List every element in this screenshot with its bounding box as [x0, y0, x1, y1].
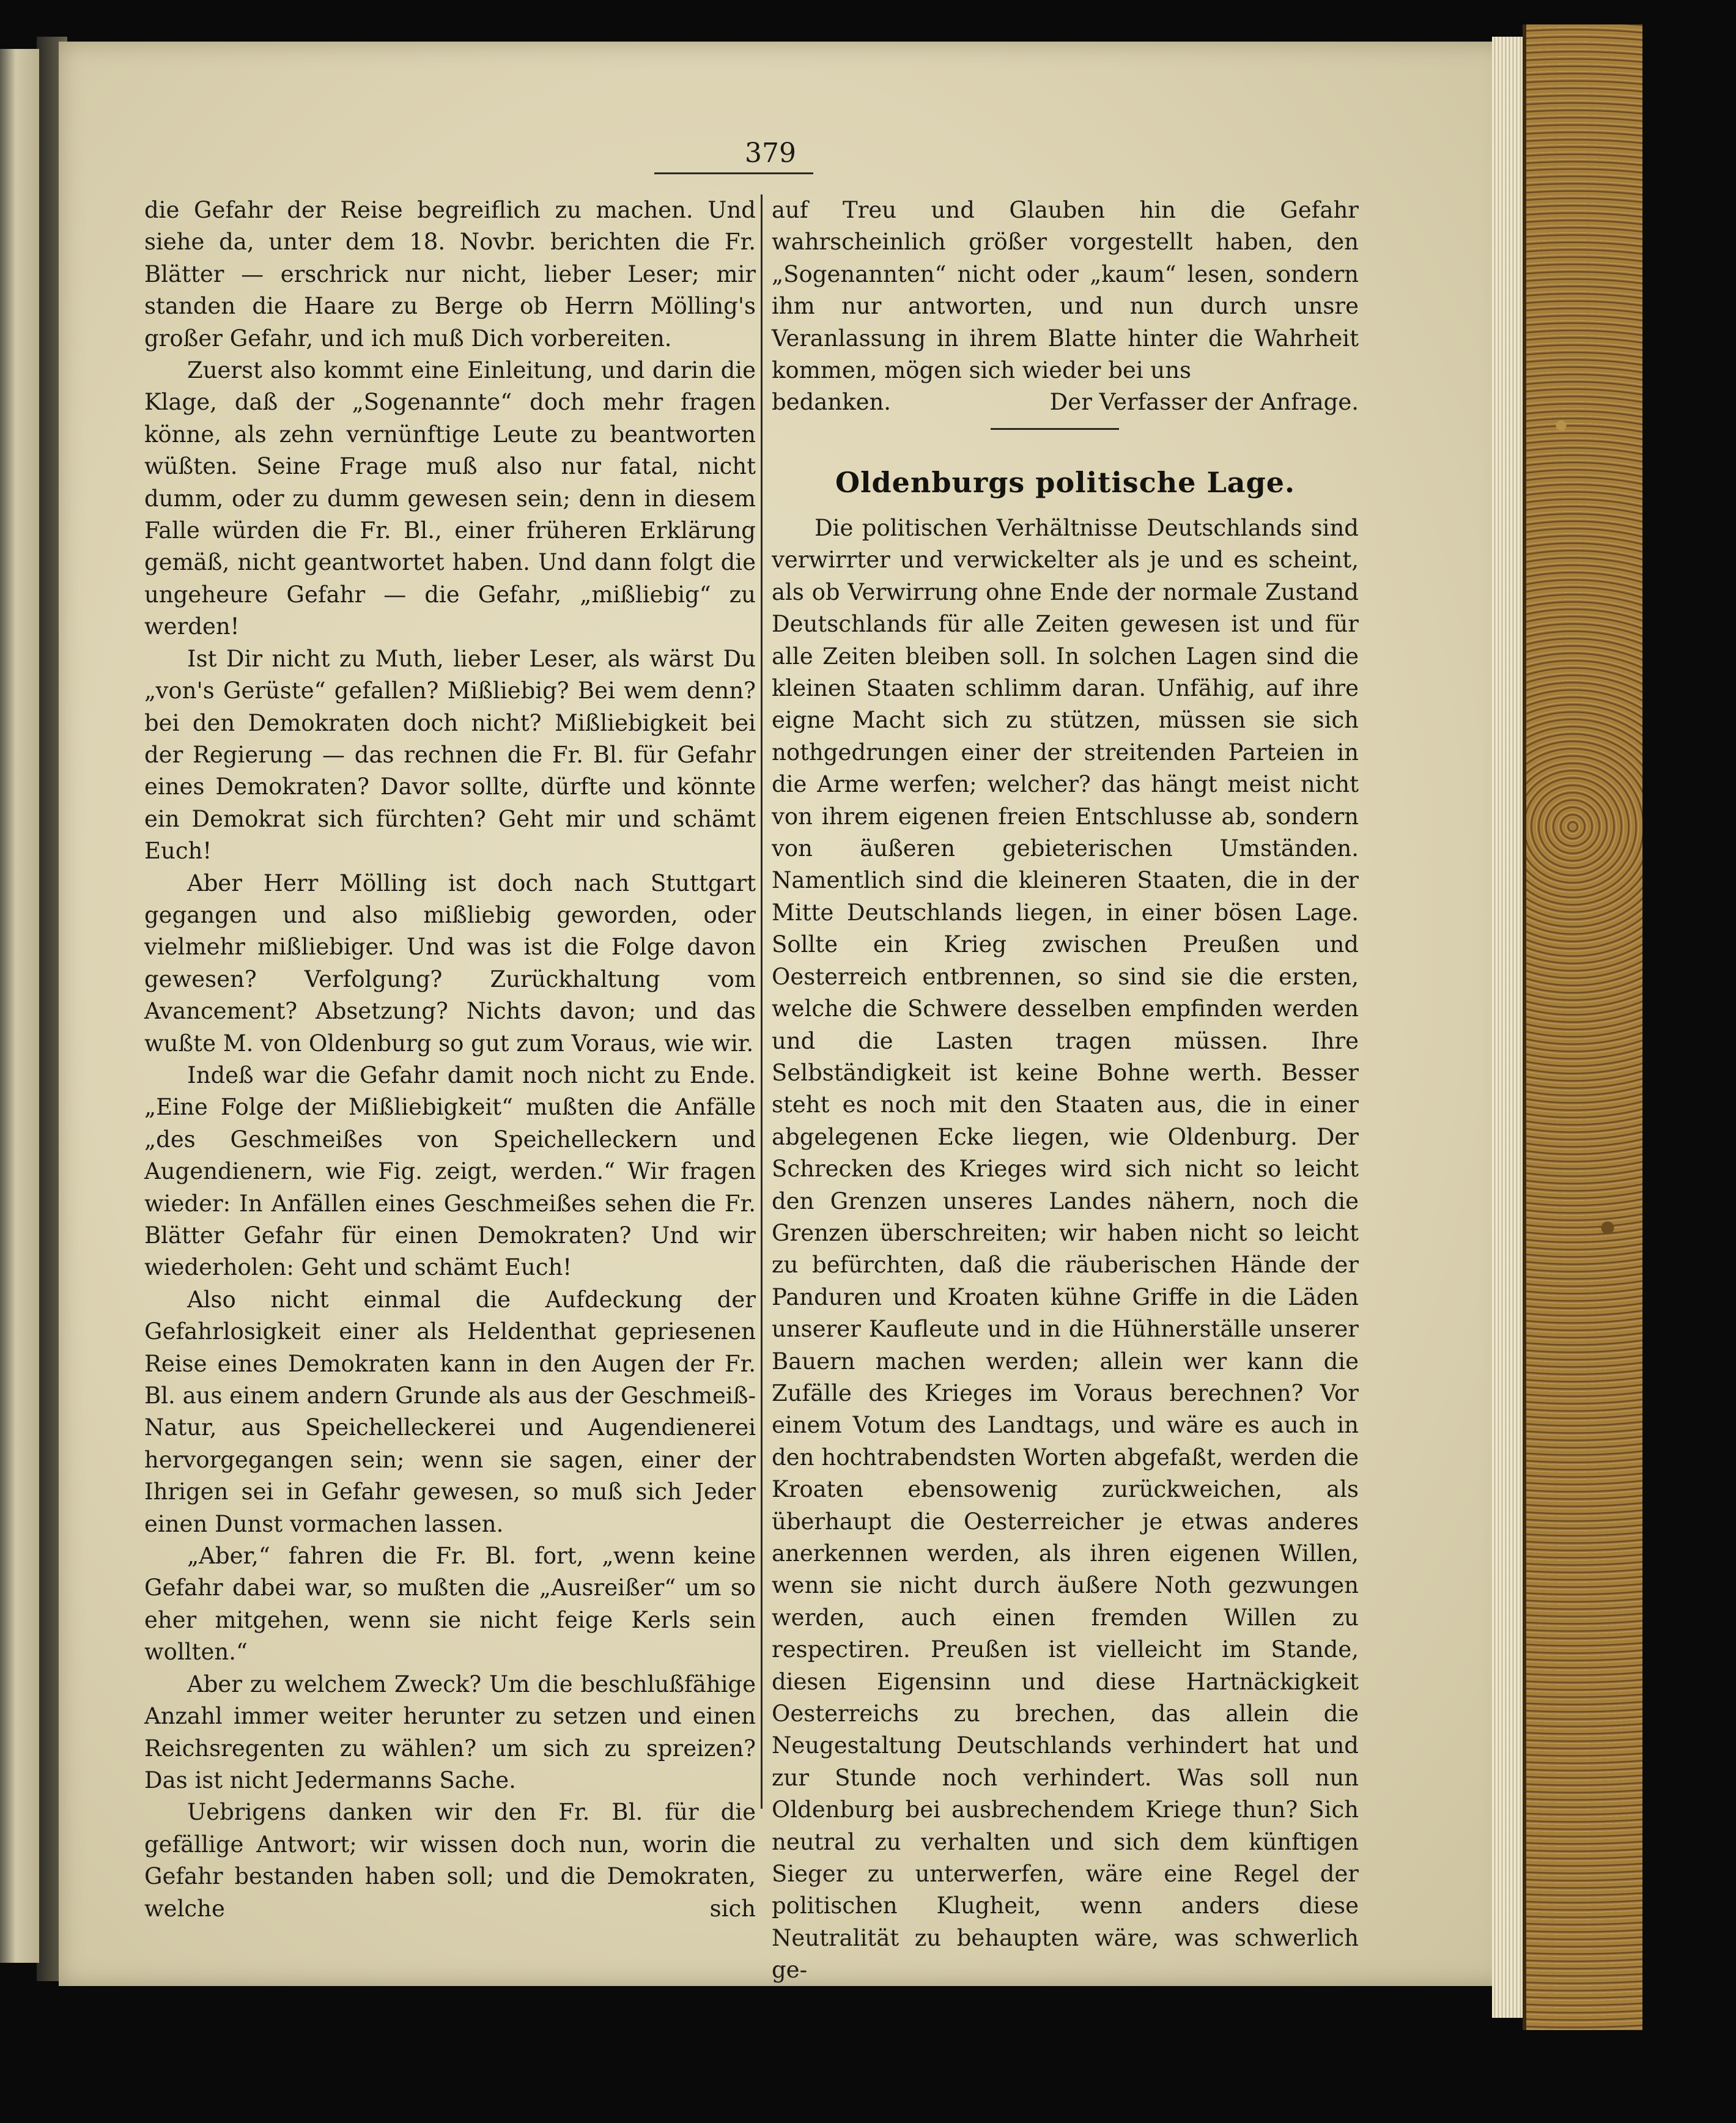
header-rule: [654, 172, 813, 174]
marbled-cover: [1523, 24, 1642, 2030]
paragraph: Aber zu welchem Zweck? Um die beschlußfähige Anzahl immer weiter herunter zu setzen und einen Reichsregenten zu wählen? um sich zu spreizen? Das ist nicht Jedermanns Sache.: [144, 1671, 756, 1793]
signature: Der Verfasser der Anfrage.: [1049, 389, 1359, 416]
page-number: 379: [745, 138, 796, 169]
column-divider: [761, 194, 763, 1809]
right-column: [772, 194, 1359, 419]
paragraph: auf Treu und Glauben hin die Gefahr wahrscheinlich größer vorgestellt haben, den „Sogenannten“ nicht oder „kaum“ lesen, sondern ihm nur antworten, und nun durch unsre Veranlassung in ihrem Blatte hinter die Wahrheit kommen, mögen sich wieder bei uns: [772, 197, 1359, 384]
paragraph: „Aber,“ fahren die Fr. Bl. fort, „wenn keine Gefahr dabei war, so mußten die „Ausreißer“ um so eher mitgehen, wenn sie nicht feige Kerls sein wollten.“: [144, 1543, 756, 1666]
paragraph: Ist Dir nicht zu Muth, lieber Leser, als wärst Du „von's Gerüste“ gefallen? Mißliebig? Bei wem denn? bei den Demokraten doch nicht? Mißliebigkeit bei der Regierung — das rechnen die Fr. Bl. für Gefahr eines Demokraten? Davor sollte, dürfte und könnte ein Demokrat sich fürchten? Geht mir und schämt Euch!: [144, 645, 756, 865]
left-page-edge: [0, 49, 39, 1963]
paragraph: die Gefahr der Reise begreiflich zu machen. Und siehe da, unter dem 18. Novbr. berichten die Fr. Blätter — erschrick nur nicht, lieber Leser; mir standen die Haare zu Berge ob Herrn Mölling's großer Gefahr, und ich muß Dich vorbereiten.: [144, 197, 756, 352]
left-column: [144, 194, 756, 1925]
section-divider: [991, 428, 1119, 430]
closing-line: [772, 386, 1359, 418]
paragraph: Indeß war die Gefahr damit noch nicht zu Ende. „Eine Folge der Mißliebigkeit“ mußten die Anfälle „des Geschmeißes von Speichelleckern und Augendienern, wie Fig. zeigt, werden.“ Wir fragen wieder: In Anfällen eines Geschmeißes sehen die Fr. Blätter Gefahr für einen Demokraten? Und wir wiederholen: Geht und schämt Euch!: [144, 1062, 756, 1281]
paragraph: Aber Herr Mölling ist doch nach Stuttgart gegangen und also mißliebig geworden, oder vielmehr mißliebiger. Und was ist die Folge davon gewesen? Verfolgung? Zurückhaltung vom Avancement? Absetzung? Nichts davon; und das wußte M. von Oldenburg so gut zum Voraus, wie wir.: [144, 870, 756, 1057]
article-body: [772, 512, 1359, 1987]
paragraph: Die politischen Verhältnisse Deutschlands sind verwirrter und verwickelter als je und es scheint, als ob Verwirrung ohne Ende der normale Zustand Deutschlands für alle Zeiten gewesen ist und für alle Zeiten bleiben soll. In solchen Lagen sind die kleinen Staaten schlimm daran. Unfähig, auf ihre eigne Macht sich zu stützen, müssen sie sich nothgedrungen einer der streitenden Parteien in die Arme werfen; welcher? das hängt meist nicht von ihrem eigenen freien Entschlusse ab, sondern von äußeren gebieterischen Umständen. Namentlich sind die kleineren Staaten, die in der Mitte Deutschlands liegen, in einer bösen Lage. Sollte ein Krieg zwischen Preußen und Oesterreich entbrennen, so sind sie die ersten, welche die Schwere desselben empfinden werden und die Lasten tragen müssen. Ihre Selbständigkeit ist keine Bohne werth. Besser steht es noch mit den Staaten aus, die in einer abgelegenen Ecke liegen, wie Oldenburg. Der Schrecken des Krieges wird sich nicht so leicht den Grenzen unseres Landes nähern, noch die Grenzen überschreiten; wir haben nicht so leicht zu befürchten, daß die räuberischen Hände der Panduren und Kroaten kühne Griffe in die Läden unserer Kaufleute und in die Hühnerställe unserer Bauern machen werden; allein wer kann die Zufälle des Krieges im Voraus berechnen? Vor einem Votum des Landtags, und wäre es auch in den hochtrabendsten Worten abgefaßt, werden die Kroaten ebensowenig zurückweichen, als überhaupt die Oesterreicher je etwas anderes anerkennen werden, als ihren eigenen Willen, wenn sie nicht durch äußere Noth gezwungen werden, auch einen fremden Willen zu respectiren. Preußen ist vielleicht im Stande, diesen Eigensinn und diese Hartnäckigkeit Oesterreichs zu brechen, das allein die Neugestaltung Deutschlands verhindert hat und zur Stunde noch verhindert. Was soll nun Oldenburg bei ausbrechendem Kriege thun? Sich neutral zu verhalten und sich dem künftigen Sieger zu unterwerfen, wäre eine Regel der politischen Klugheit, wenn anders diese Neutralität zu behaupten wäre, was schwerlich ge-: [772, 515, 1359, 1984]
closing-word: bedanken.: [772, 389, 892, 416]
paragraph: Uebrigens danken wir den Fr. Bl. für die gefällige Antwort; wir wissen doch nun, worin die Gefahr bestanden haben soll; und die Demokraten, welche sich: [144, 1799, 756, 1922]
article-heading: Oldenburgs politische Lage.: [835, 466, 1296, 499]
paragraph: Zuerst also kommt eine Einleitung, und darin die Klage, daß der „Sogenannte“ doch mehr fragen könne, als zehn vernünftige Leute zu beantworten wüßten. Seine Frage muß also nur fatal, nicht dumm, oder zu dumm gewesen sein; denn in diesem Falle würden die Fr. Bl., einer früheren Erklärung gemäß, nicht geantwortet haben. Und dann folgt die ungeheure Gefahr — die Gefahr, „mißliebig“ zu werden!: [144, 357, 756, 640]
paragraph: Also nicht einmal die Aufdeckung der Gefahrlosigkeit einer als Heldenthat gepriesenen Reise eines Demokraten kann in den Augen der Fr. Bl. aus einem andern Grunde als aus der Geschmeiß-Natur, aus Speichelleckerei und Augendienerei hervorgegangen sein; wenn sie sagen, einer der Ihrigen sei in Gefahr gewesen, so muß sich Jeder einen Dunst vormachen lassen.: [144, 1286, 756, 1537]
